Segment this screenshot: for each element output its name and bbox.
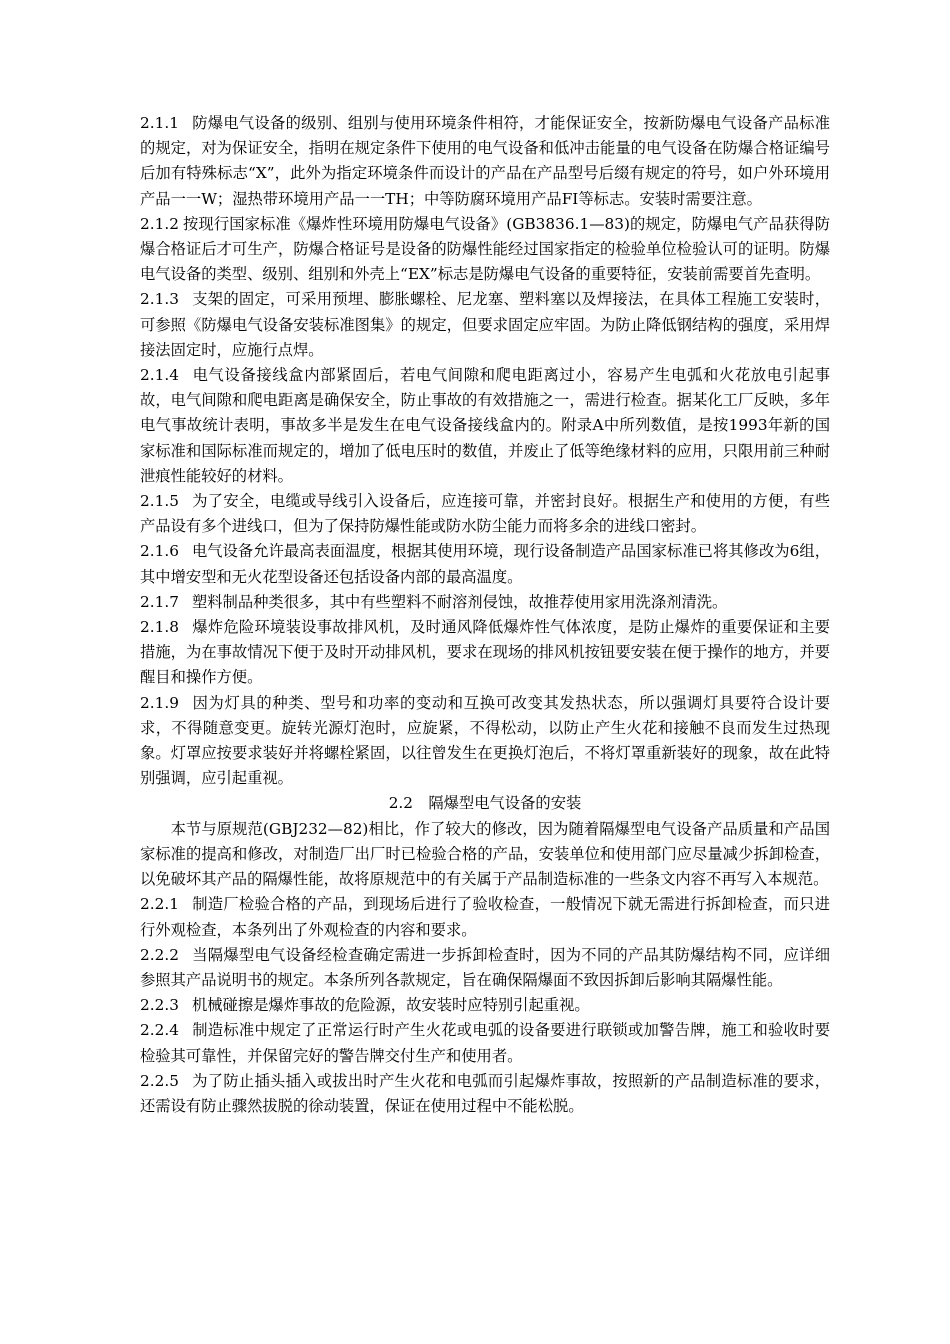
clause-2-1-4 <box>140 363 830 489</box>
clause-2-1-3 <box>140 287 830 363</box>
clause-number: 2.2.2 <box>140 945 179 964</box>
clause-number: 2.1.3 <box>140 290 179 309</box>
clause-text: 电气设备允许最高表面温度，根据其使用环境，现行设备制造产品国家标准已将其修改为6组，其中增安型和无火花型设备还包括设备内部的最高温度。 <box>140 542 830 586</box>
clause-number: 2.1.8 <box>140 618 179 637</box>
clause-text: 塑料制品种类很多，其中有些塑料不耐溶剂侵蚀，故推荐使用家用洗涤剂清洗。 <box>191 592 728 611</box>
clause-2-1-8 <box>140 615 830 691</box>
clause-number: 2.1.6 <box>140 542 179 561</box>
clause-number: 2.2.4 <box>140 1021 179 1040</box>
clause-text: 当隔爆型电气设备经检查确定需进一步拆卸检查时，因为不同的产品其防爆结构不同，应详细参照其产品说明书的规定。本条所列各款规定，旨在确保隔爆面不致因拆卸后影响其隔爆性能。 <box>140 945 830 989</box>
section-intro: 本节与原规范(GBJ232—82)相比，作了较大的修改，因为随着隔爆型电气设备产品质量和产品国家标准的提高和修改，对制造厂出厂时已检验合格的产品，安装单位和使用部门应尽量减少拆卸检查，以免破坏其产品的隔爆性能，故将原规范中的有关属于产品制造标准的一些条文内容不再写入本规范。 <box>140 819 830 889</box>
document-page <box>140 111 830 1119</box>
clause-text: 因为灯具的种类、型号和功率的变动和互换可改变其发热状态，所以强调灯具要符合设计要求，不得随意变更。旋转光源灯泡时，应旋紧，不得松动，以防止产生火花和接触不良而发生过热现象。灯罩应按要求装好并将螺栓紧固，以往曾发生在更换灯泡后，不将灯罩重新装好的现象，故在此特别强调，应引起重视。 <box>140 693 830 788</box>
clause-2-1-9 <box>140 691 830 792</box>
clause-2-2-4 <box>140 1018 830 1068</box>
clause-2-1-7 <box>140 590 830 615</box>
clause-2-2-2 <box>140 943 830 993</box>
clause-text: 为了安全，电缆或导线引入设备后，应连接可靠，并密封良好。根据生产和使用的方便，有些产品设有多个进线口，但为了保持防爆性能或防水防尘能力而将多余的进线口密封。 <box>140 492 830 536</box>
clause-number: 2.1.7 <box>140 592 179 611</box>
clause-number: 2.2.5 <box>140 1071 179 1090</box>
clause-text: 机械碰擦是爆炸事故的危险源，故安装时应特别引起重视。 <box>191 996 590 1015</box>
clause-2-1-6 <box>140 539 830 589</box>
clause-text: 制造标准中规定了正常运行时产生火花或电弧的设备要进行联锁或加警告牌，施工和验收时要检验其可靠性，并保留完好的警告牌交付生产和使用者。 <box>140 1021 830 1065</box>
clause-text: 制造厂检验合格的产品，到现场后进行了验收检查，一般情况下就无需进行拆卸检查，而只进行外观检查，本条列出了外观检查的内容和要求。 <box>140 895 830 939</box>
clause-number: 2.1.1 <box>140 114 179 132</box>
clause-text: 按现行国家标准《爆炸性环境用防爆电气设备》(GB3836.1—83)的规定，防爆电气产品获得防爆合格证后才可生产，防爆合格证号是设备的防爆性能经过国家指定的检验单位检验认可的证明。防爆电气设备的类型、级别、组别和外壳上“EX”标志是防爆电气设备的重要特征，安装前需要首先查明。 <box>140 214 830 284</box>
clause-2-1-2 <box>140 212 830 288</box>
clause-2-2-5 <box>140 1069 830 1119</box>
clause-2-1-5 <box>140 489 830 539</box>
clause-text: 支架的固定，可采用预埋、膨胀螺栓、尼龙塞、塑料塞以及焊接法，在具体工程施工安装时，可参照《防爆电气设备安装标准图集》的规定，但要求固定应牢固。为防止降低钢结构的强度，采用焊接法固定时，应施行点焊。 <box>140 290 830 359</box>
clause-number: 2.2.3 <box>140 996 179 1015</box>
clause-number: 2.1.2 <box>140 214 179 233</box>
clause-2-2-1 <box>140 892 830 942</box>
clause-text: 电气设备接线盒内部紧固后，若电气间隙和爬电距离过小，容易产生电弧和火花放电引起事故，电气间隙和爬电距离是确保安全，防止事故的有效措施之一，需进行检查。据某化工厂反映，多年电气事故统计表明，事故多半是发生在电气设备接线盒内的。附录A中所列数值，是按1993年新的国家标准和国际标准而规定的，增加了低电压时的数值，并废止了低等绝缘材料的应用，只限用前三种耐泄痕性能较好的材料。 <box>140 366 830 485</box>
clause-2-1-1 <box>140 111 830 212</box>
clause-text: 爆炸危险环境装设事故排风机，及时通风降低爆炸性气体浓度，是防止爆炸的重要保证和主要措施，为在事故情况下便于及时开动排风机，要求在现场的排风机按钮要安装在便于操作的地方，并要醒目和操作方便。 <box>140 618 830 687</box>
clause-number: 2.2.1 <box>140 895 179 914</box>
clause-text: 防爆电气设备的级别、组别与使用环境条件相符，才能保证安全，按新防爆电气设备产品标准的规定，对为保证安全，指明在规定条件下使用的电气设备和低冲击能量的电气设备在防爆合格证编号后加有特殊标志“X”，此外为指定环境条件而设计的产品在产品型号后缀有规定的符号，如户外环境用产品一一W；湿热带环境用产品一一TH；中等防腐环境用产品FI等标志。安装时需要注意。 <box>140 114 830 208</box>
clause-text: 为了防止插头插入或拔出时产生火花和电弧而引起爆炸事故，按照新的产品制造标准的要求，还需设有防止骤然拔脱的徐动装置，保证在使用过程中不能松脱。 <box>140 1071 830 1115</box>
section-heading: 2.2 隔爆型电气设备的安装 <box>388 794 582 813</box>
clause-number: 2.1.4 <box>140 366 179 385</box>
clause-number: 2.1.5 <box>140 492 179 511</box>
clause-number: 2.1.9 <box>140 693 179 712</box>
clause-2-2-3 <box>140 993 830 1018</box>
